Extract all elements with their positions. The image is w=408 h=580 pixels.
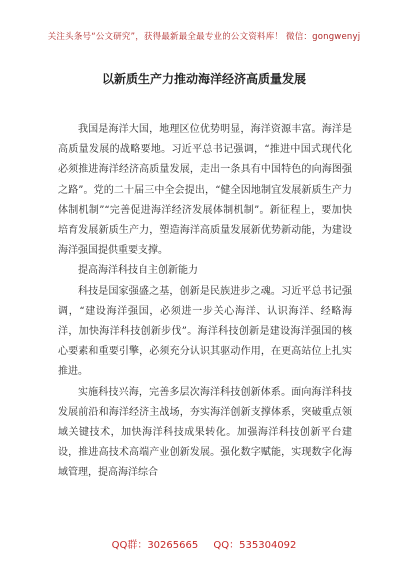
footer-contact [0,536,408,551]
document-title: 以新质生产力推动海洋经济高质量发展 [101,72,306,86]
paragraph: 科技是国家强盛之基，创新是民族进步之魂。习近平总书记强调，“建设海洋强国，必须进一步关心海洋、认识海洋、经略海洋，加快海洋科技创新步伐”。海洋科技创新是建设海洋强国的核心要素和重要引擎，必须充分认识其驱动作用，在更高站位上扎实推进。 [58,285,352,378]
footer-qq-group: QQ群：30265665 [111,540,199,551]
paragraph: 我国是海洋大国，地理区位优势明显，海洋资源丰富。海洋是高质量发展的战略要地。习近平总书记强调，“推进中国式现代化必须推进海洋经济高质量发展，走出一条具有中国特色的向海图强之路”。党的二十届三中全会提出，“健全因地制宜发展新质生产力体制机制”“完善促进海洋经济发展体制机制”。新征程上，要加快培育发展新质生产力，塑造海洋高质量发展新优势新动能，为建设海洋强国提供重要支撑。 [58,124,352,257]
section-heading: 提高海洋科技自主创新能力 [78,265,198,277]
document-body [58,120,352,484]
footer-qq: QQ：535304092 [213,540,297,551]
paragraph: 实施科技兴海，完善多层次海洋科技创新体系。面向海洋科技发展前沿和海洋经济主战场，夯实海洋创新支撑体系，突破重点领域关键技术，加快海洋科技成果转化。加强海洋科技创新平台建设，推进高技术高端产业创新发展。强化数字赋能，实现数字化海域管理，提高海洋综合 [58,386,352,479]
top-banner: 关注头条号“公文研究”，获得最新最全最专业的公文资料库！ 微信：gongwenyj [47,32,361,42]
